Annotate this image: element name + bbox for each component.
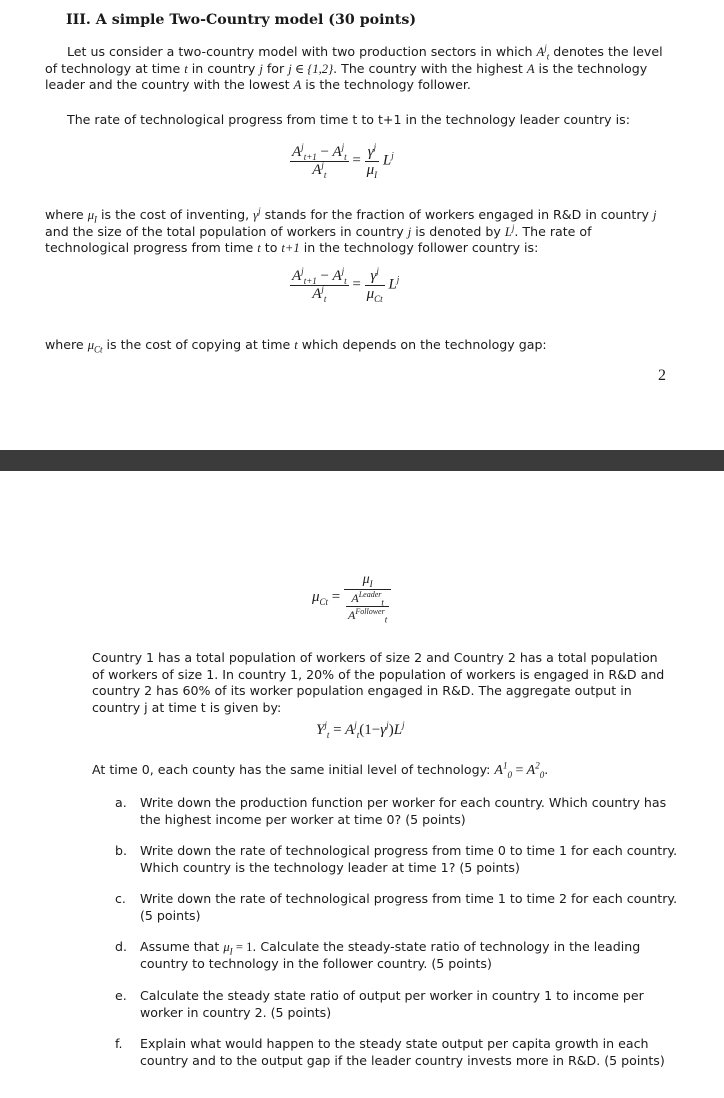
lhs-fraction: $\frac{A^j_{t+1} - A^j_t}{A^j_t}$ [292, 142, 347, 180]
var-A-2: A [293, 78, 302, 92]
leader-intro: The rate of technological progress from time t to t+1 in the technology leader country is: [67, 112, 630, 127]
leader-growth-equation: $\frac{A^j_{t+1} - A^j_t}{A^j_t}$ = $\frac{\gamma^j}{\mu_I}$ $L^j$ [292, 142, 394, 180]
var-A-j-t: $A^j_t$ [536, 42, 550, 62]
page-number: 2 [658, 367, 666, 384]
question-c: c. Write down the rate of technological progress from time 1 to time 2 for each country. (5 points) [115, 891, 678, 923]
intro-text-5: . The country with the highest [333, 60, 527, 76]
where-inventing-paragraph: where $\mu_I$ is the cost of inventing, $\gamma^j$ stands for the fraction of workers engaged in R&D in country j and the size of the total population of workers in country j is denoted by $L^j$. The rate of technological progress from time t to t+1 in the technology follower country is: [45, 205, 657, 255]
where-copying-paragraph: where $\mu_{Ct}$ is the cost of copying at time t which depends on the technology gap: [45, 337, 547, 355]
var-j: j [259, 61, 263, 76]
set-j: j ∈ {1,2} [288, 61, 334, 76]
intro-text-4: for [262, 60, 289, 76]
section-heading: III. A simple Two-Country model (30 points) [66, 12, 417, 28]
intro-paragraph [45, 44, 665, 94]
intro-text-3: in country [187, 60, 260, 76]
question-e: e. Calculate the steady state ratio of output per worker in country 1 to income per worker in country 2. (5 points) [115, 988, 644, 1020]
question-d: d. Assume that $\mu_I = 1$. Calculate the steady-state ratio of technology in the leading country to technology in the follower country. (5 points) [115, 939, 641, 971]
var-t: t [184, 61, 188, 76]
follower-growth-equation: $\frac{A^j_{t+1} - A^j_t}{A^j_t}$ = $\frac{\gamma^j}{\mu_{Ct}}$ $L^j$ [292, 266, 400, 304]
intro-text-1: Let us consider a two-country model with two production sectors in which [67, 44, 537, 59]
page-divider [0, 450, 724, 471]
country-paragraph: Country 1 has a total population of workers of size 2 and Country 2 has a total population of workers of size 1. In country 1, 20% of the population of workers is engaged in R&D and country 2 has 60% of its worker population engaged in R&D. The aggregate output in country j at time t is given by: [92, 650, 665, 715]
time0-paragraph: At time 0, each county has the same initial level of technology: $A^1_0 = A^2_0$. [92, 760, 549, 780]
question-a: a. Write down the production function per worker for each country. Which country has the highest income per worker at time 0? (5 points) [115, 795, 667, 827]
var-A: A [526, 61, 535, 76]
intro-text-7: is the technology follower. [301, 77, 471, 92]
intro-text-2: denotes the level of technology at time [45, 44, 663, 76]
rhs-fraction: $\frac{\gamma^j}{\mu_I}$ [366, 142, 378, 180]
intro-text-6: is the technology leader and the country with the lowest [45, 60, 648, 92]
copying-cost-equation: $\mu_{Ct}$ = $\frac{\mu_I}{\frac{A^{Leader}_t}{A^{Follower}_t}}$ [312, 572, 391, 624]
question-b: b. Write down the rate of technological progress from time 0 to time 1 for each country. Which country is the technology leader at time 1? (5 points) [115, 843, 678, 875]
question-f: f. Explain what would happen to the steady state output per capita growth in each country and to the output gap if the leader country invests more in R&D. (5 points) [115, 1036, 665, 1068]
output-equation: $Y^j_t = A^j_t(1-\gamma^j)L^j$ [316, 720, 405, 740]
